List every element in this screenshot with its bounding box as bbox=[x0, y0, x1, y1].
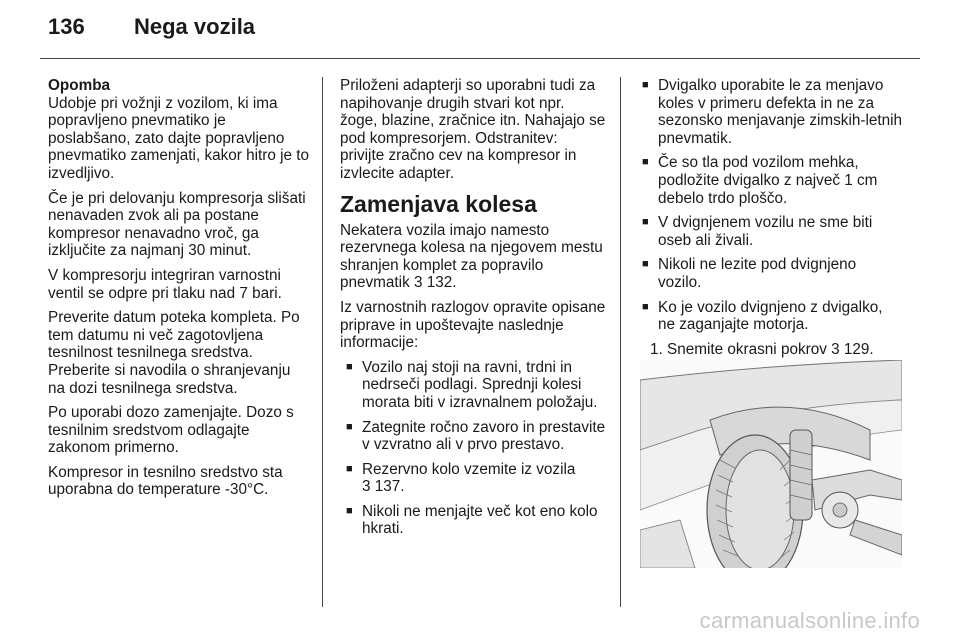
paragraph: V kompresorju integriran varnostni ventil se odpre pri tlaku nad 7 bari. bbox=[48, 266, 282, 302]
list-item bbox=[340, 461, 606, 496]
list-item: ■ Če so tla pod vozilom mehka, podložite dvigalko z največ 1 cm debelo trdo ploščo. bbox=[640, 154, 902, 207]
section-heading: Zamenjava kolesa bbox=[340, 190, 537, 217]
header-rule bbox=[40, 58, 920, 59]
list-item: ■ Zategnite ročno zavoro in prestavite v vzvratno ali v prvo prestavo. bbox=[340, 419, 606, 454]
page-reference[interactable]: 137. bbox=[374, 478, 405, 496]
paragraph bbox=[340, 222, 606, 292]
column-divider-1 bbox=[322, 77, 323, 607]
step-text: Snemite okrasni pokrov bbox=[667, 340, 832, 358]
paragraph: Kompresor in tesnilno sredstvo sta uporabna do temperature -30°C. bbox=[48, 463, 283, 499]
list-item-text: Rezervno kolo vzemite iz vozila bbox=[362, 460, 576, 478]
list-item: ■ Nikoli ne lezite pod dvignjeno vozilo. bbox=[640, 256, 902, 291]
reference-arrow-icon: 3 bbox=[413, 274, 423, 292]
note-block bbox=[48, 77, 310, 183]
adapter-paragraph: Priloženi adapterji so uporabni tudi za napihovanje drugih stvari kot npr. žoge, blazine, zračnice itn. Nahajajo se pod kompresorjem. Odstranitev: privijte zračno cev na kompresor in izvlecite adapter. bbox=[340, 77, 606, 182]
page-number: 136 bbox=[48, 14, 85, 39]
bullet-list bbox=[640, 77, 902, 334]
list-item: ■ V dvignjenem vozilu ne sme biti oseb ali živali. bbox=[640, 214, 902, 249]
paragraph: Po uporabi dozo zamenjajte. Dozo s tesnilnim sredstvom odlagajte zakonom primerno. bbox=[48, 404, 294, 457]
reference-arrow-icon: 3 bbox=[362, 478, 371, 496]
wheel-illustration bbox=[640, 360, 902, 568]
list-item: ■ Ko je vozilo dvignjeno z dvigalko, ne zaganjajte motorja. bbox=[640, 299, 902, 334]
list-item: ■ Dvigalko uporabite le za menjavo koles v primeru defekta in ne za sezonsko menjavanje zimskih-letnih pnevmatik. bbox=[640, 77, 902, 147]
paragraph: Iz varnostnih razlogov opravite opisane priprave in upoštevajte naslednje informacije: bbox=[340, 298, 606, 352]
paragraph: Če je pri delovanju kompresorja slišati nenavaden zvok ali pa postane kompresor nenavadno vroč, ga izključite za najmanj 30 minut. bbox=[48, 189, 306, 260]
page-header bbox=[48, 14, 255, 50]
wheel-drawing bbox=[640, 360, 902, 568]
numbered-step bbox=[640, 341, 902, 359]
column-3 bbox=[640, 77, 902, 365]
page-reference[interactable]: 129. bbox=[843, 340, 874, 358]
page-title: Nega vozila bbox=[134, 14, 256, 39]
paragraph: Preverite datum poteka kompleta. Po tem datumu ni več zagotovljena tesnilnost tesnilnega sredstva. Preberite si navodila o shranjevanju na dozi tesnilnega sredstva. bbox=[48, 309, 300, 397]
bullet-list bbox=[340, 359, 606, 538]
watermark: carmanualsonline.info bbox=[699, 608, 920, 633]
reference-arrow-icon: 3 bbox=[831, 340, 840, 358]
step-number: 1. bbox=[650, 340, 663, 358]
paragraph-text: Nekatera vozila imajo namesto rezervnega kolesa na njegovem mestu shranjen komplet za popravilo pnevmatik bbox=[340, 221, 603, 292]
column-2 bbox=[340, 77, 606, 545]
note-title: Opomba bbox=[48, 77, 111, 94]
list-item: ■ Nikoli ne menjajte več kot eno kolo hkrati. bbox=[340, 503, 606, 538]
page-reference[interactable]: 132. bbox=[426, 274, 457, 292]
column-1 bbox=[48, 77, 310, 506]
list-item: ■ Vozilo naj stoji na ravni, trdni in nedrseči podlagi. Sprednji kolesi morata biti v izravnalnem položaju. bbox=[340, 359, 606, 412]
column-divider-2 bbox=[620, 77, 621, 607]
note-text: Udobje pri vožnji z vozilom, ki ima popravljeno pnevmatiko je poslabšano, zato dajte popravljeno pnevmatiko zamenjati, kakor hitro je to izvedljivo. bbox=[48, 94, 310, 182]
